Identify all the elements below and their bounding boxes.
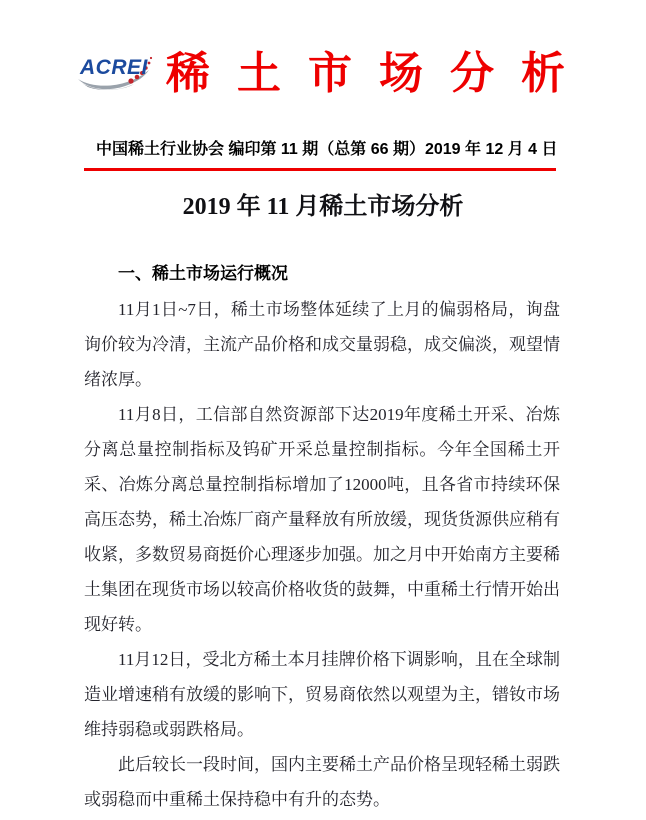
paragraph-line: 分离总量控制指标及钨矿开采总量控制指标。今年全国稀土开 bbox=[84, 440, 560, 459]
masthead-divider bbox=[84, 168, 556, 171]
article-title: 2019 年 11 月稀土市场分析 bbox=[182, 194, 464, 220]
masthead-title: 稀土市场分析 bbox=[166, 49, 592, 98]
paragraph-line: 询价较为冷清，主流产品价格和成交量弱稳，成交偏淡，观望情 bbox=[84, 335, 560, 354]
paragraph-line: 11月1日~7日，稀土市场整体延续了上月的偏弱格局，询盘 bbox=[118, 300, 560, 319]
paragraph-line: 此后较长一段时间，国内主要稀土产品价格呈现轻稀土弱跌 bbox=[118, 755, 560, 774]
acrei-logo-icon bbox=[74, 46, 158, 102]
paragraph-line: 土集团在现货市场以较高价格收货的鼓舞，中重稀土行情开始出 bbox=[84, 580, 560, 599]
issue-date-text: 2019 年 12 月 4 日 bbox=[424, 141, 558, 158]
paragraph-line: 收紧，多数贸易商挺价心理逐步加强。加之月中开始南方主要稀 bbox=[84, 545, 560, 564]
paragraph-line: 或弱稳而中重稀土保持稳中有升的态势。 bbox=[84, 790, 390, 809]
issue-number-text: 第 11 期（总第 66 期） bbox=[260, 141, 425, 158]
paragraph-line: 绪浓厚。 bbox=[84, 370, 152, 389]
paragraph-line: 11月8日，工信部自然资源部下达2019年度稀土开采、冶炼 bbox=[118, 405, 560, 424]
paragraph-line: 造业增速稍有放缓的影响下，贸易商依然以观望为主，镨钕市场 bbox=[84, 685, 560, 704]
logo-wordmark: ACREI bbox=[80, 56, 148, 79]
acrei-logo bbox=[74, 46, 158, 102]
masthead bbox=[0, 0, 646, 104]
article-body bbox=[84, 292, 560, 817]
paragraph-line: 现好转。 bbox=[84, 615, 152, 634]
section-heading: 一、稀土市场运行概况 bbox=[118, 264, 288, 283]
paragraph-line: 采、冶炼分离总量控制指标增加了12000吨，且各省市持续环保 bbox=[84, 475, 560, 494]
paragraph-line: 11月12日，受北方稀土本月挂牌价格下调影响，且在全球制 bbox=[118, 650, 560, 669]
paragraph-line: 高压态势，稀土冶炼厂商产量释放有所放缓，现货货源供应稍有 bbox=[84, 510, 560, 529]
issue-line bbox=[96, 136, 556, 159]
paragraph-line: 维持弱稳或弱跌格局。 bbox=[84, 720, 254, 739]
publisher-text: 中国稀土行业协会 编印 bbox=[96, 141, 261, 158]
